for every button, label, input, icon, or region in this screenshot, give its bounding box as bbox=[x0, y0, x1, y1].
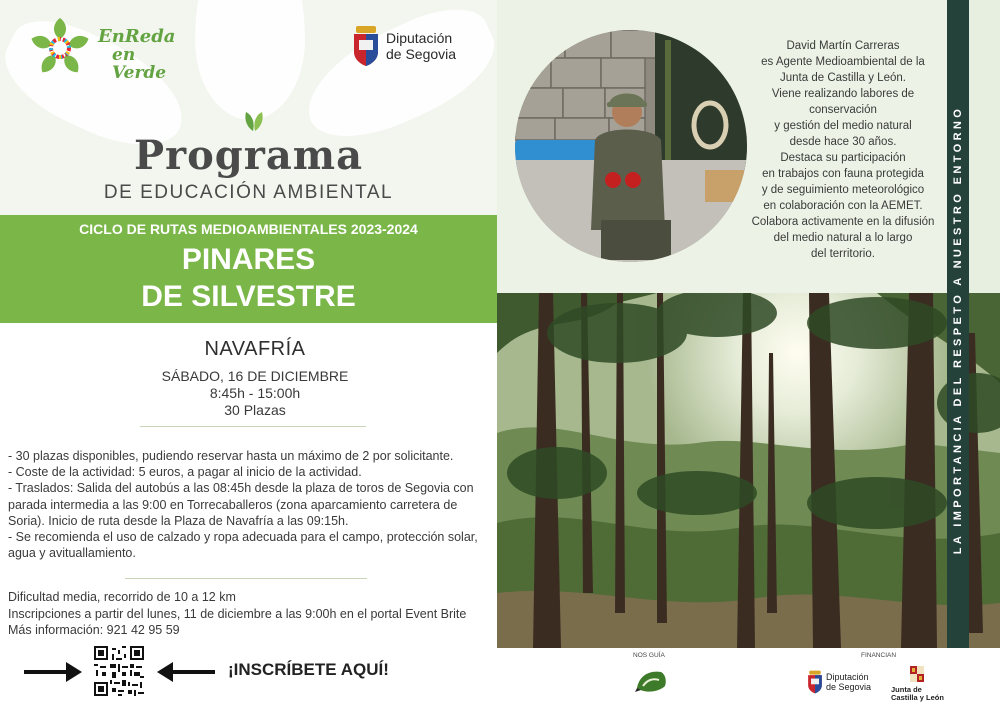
diputacion-shield-icon bbox=[352, 26, 380, 66]
diputacion-shield-icon bbox=[807, 670, 823, 694]
side-banner-text: LA IMPORTANCIA DEL RESPETO A NUESTRO ENTORNO bbox=[952, 105, 964, 555]
detail-item: - 30 plazas disponibles, pudiendo reservar hasta un máximo de 2 por solicitante. bbox=[8, 449, 454, 463]
right-edge-panel bbox=[969, 0, 1000, 293]
diputacion-wordmark bbox=[386, 30, 456, 62]
cycle-label: CICLO DE RUTAS MEDIOAMBIENTALES 2023-2024 bbox=[79, 221, 418, 237]
forest-illustration bbox=[497, 293, 1000, 648]
route-title-line2: DE SILVESTRE bbox=[141, 280, 356, 313]
detail-item: - Se recomienda el uso de calzado y ropa adecuada para el campo, protección solar, agua y avituallamiento. bbox=[8, 530, 478, 561]
funder1-line1: Diputación bbox=[826, 672, 869, 682]
forest-photo bbox=[497, 293, 1000, 648]
register-cta[interactable] bbox=[24, 646, 494, 698]
funder1-wordmark bbox=[826, 672, 871, 692]
event-date: SÁBADO, 16 DE DICIEMBRE bbox=[161, 368, 349, 384]
bio-line: del territorio. bbox=[811, 248, 875, 260]
right-column bbox=[497, 0, 1000, 707]
diputacion-line2: de Segovia bbox=[386, 46, 457, 62]
event-place: NAVAFRÍA bbox=[204, 338, 306, 360]
bio-line: y de seguimiento meteorológico bbox=[761, 184, 925, 196]
funder-diputacion-logo bbox=[807, 670, 871, 694]
guide-organization-logo-icon bbox=[635, 668, 669, 694]
difficulty-text: Dificultad media, recorrido de 10 a 12 km bbox=[8, 590, 236, 604]
divider bbox=[140, 426, 366, 427]
extra-info bbox=[8, 589, 498, 639]
guide-bio bbox=[739, 38, 947, 262]
leaf-icon bbox=[243, 110, 265, 132]
register-link[interactable]: ¡INSCRÍBETE AQUÍ! bbox=[228, 660, 389, 679]
event-capacity: 30 Plazas bbox=[224, 402, 286, 418]
route-banner bbox=[0, 215, 497, 323]
qr-code-icon[interactable] bbox=[94, 646, 144, 696]
header-panel bbox=[0, 0, 497, 215]
guide-photo-illustration bbox=[515, 30, 747, 262]
funder-junta-logo bbox=[891, 666, 944, 702]
funders-label: FINANCIAN bbox=[861, 652, 897, 659]
event-time: 8:45h - 15:00h bbox=[209, 385, 301, 401]
sdg-wheel-icon bbox=[30, 16, 90, 76]
diputacion-logo bbox=[352, 26, 456, 66]
bio-line: desde hace 30 años. bbox=[789, 136, 897, 148]
arrow-left-icon bbox=[157, 662, 215, 682]
event-schedule bbox=[0, 368, 510, 419]
diputacion-line1: Diputación bbox=[386, 30, 453, 46]
bio-line: es Agente Medioambiental de la bbox=[761, 56, 925, 68]
guide-label: NOS GUÍA bbox=[633, 652, 665, 659]
bio-line: Colabora activamente en la difusión bbox=[751, 216, 935, 228]
enreda-en-verde-logo bbox=[30, 14, 176, 83]
junta-crest-icon bbox=[910, 666, 924, 682]
brand-line2: en Verde bbox=[112, 45, 167, 83]
guide-photo bbox=[515, 30, 747, 262]
bio-line: en trabajos con fauna protegida bbox=[762, 168, 924, 180]
bio-line: David Martín Carreras bbox=[786, 40, 900, 52]
details-list bbox=[8, 448, 494, 561]
funder2-wordmark bbox=[891, 686, 944, 702]
bio-line: y gestión del medio natural bbox=[774, 120, 912, 132]
footer bbox=[497, 648, 1000, 707]
bio-line: en colaboración con la AEMET. bbox=[763, 200, 923, 212]
funder1-line2: de Segovia bbox=[826, 682, 872, 692]
petal-decoration bbox=[195, 0, 305, 120]
divider bbox=[125, 578, 367, 579]
page-subtitle: DE EDUCACIÓN AMBIENTAL bbox=[103, 182, 394, 203]
bio-line: Junta de Castilla y León. bbox=[780, 72, 906, 84]
bio-line: Destaca su participación bbox=[780, 152, 906, 164]
funder2-line1: Junta de bbox=[891, 685, 922, 694]
route-title bbox=[0, 241, 497, 315]
detail-item: - Coste de la actividad: 5 euros, a pagar al inicio de la actividad. bbox=[8, 465, 362, 480]
bio-line: del medio natural a lo largo bbox=[773, 232, 913, 244]
left-column bbox=[0, 0, 497, 707]
info-phone: Más información: 921 42 95 59 bbox=[8, 623, 180, 637]
detail-item: - Traslados: Salida del autobús a las 08:45h desde la plaza de toros de Segovia con parada intermedia a las 9:00 en Torrecaballeros (zona aparcamiento carretera de Soria). Inicio de ruta desde la Plaza de Navafría a las 09:15h. bbox=[8, 481, 474, 528]
guide-panel bbox=[497, 0, 947, 293]
bio-line: Viene realizando labores de bbox=[771, 88, 915, 100]
page-title: Programa bbox=[133, 132, 364, 179]
brand-line1: EnReda bbox=[98, 26, 176, 47]
funder2-line2: Castilla y León bbox=[891, 693, 944, 702]
arrow-right-icon bbox=[24, 662, 82, 682]
enreda-wordmark bbox=[98, 28, 175, 82]
route-title-line1: PINARES bbox=[181, 243, 316, 276]
bio-line: conservación bbox=[809, 104, 877, 116]
registration-text: Inscripciones a partir del lunes, 11 de diciembre a las 9:00h en el portal Event Brite bbox=[8, 606, 467, 621]
